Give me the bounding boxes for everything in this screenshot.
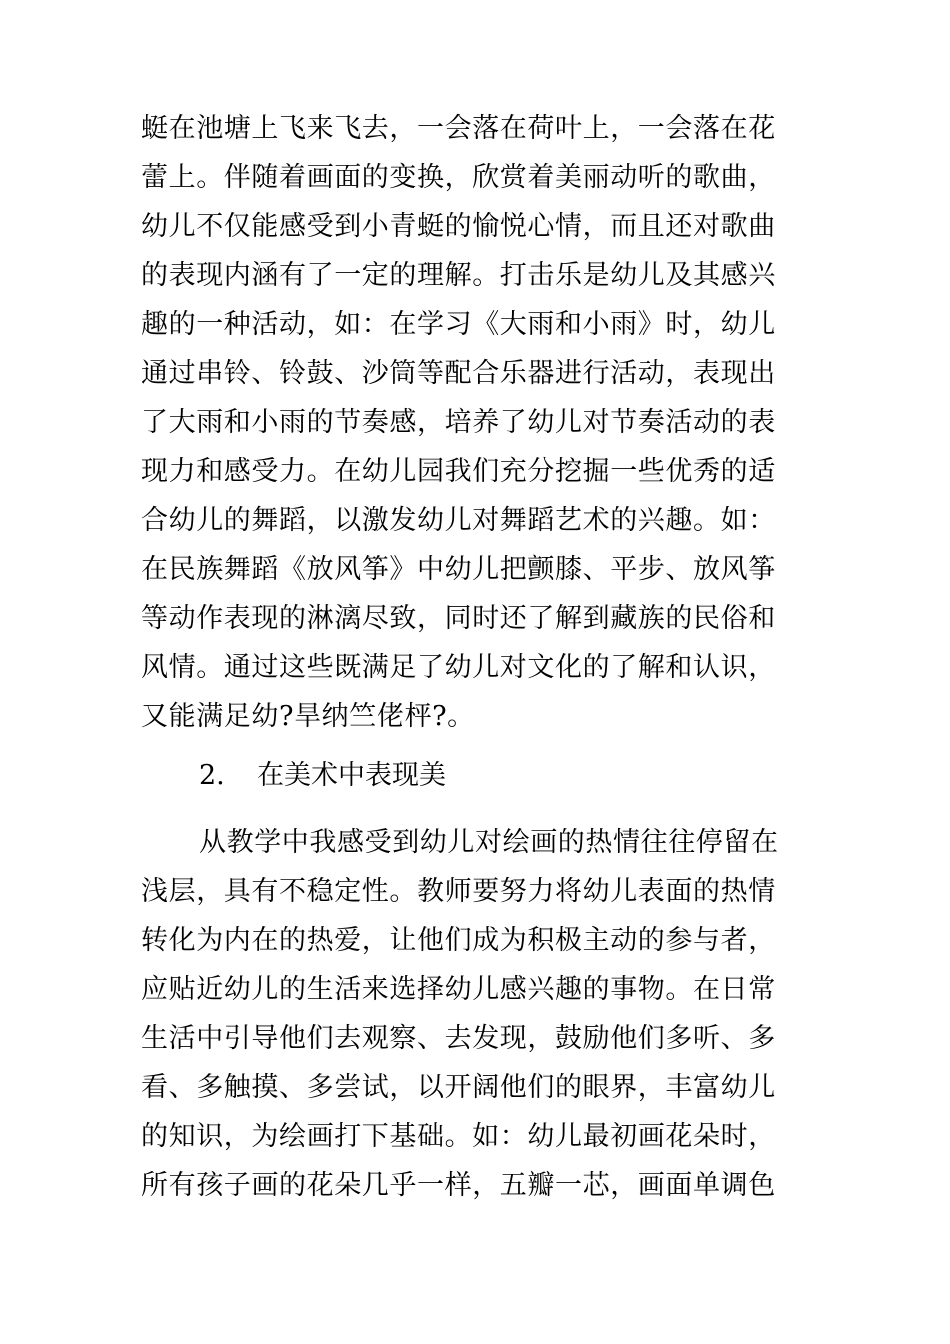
text-line: 趣的一种活动，如：在学习《大雨和小雨》时，幼儿 xyxy=(141,309,776,340)
text-line: 等动作表现的淋漓尽致，同时还了解到藏族的民俗和 xyxy=(141,603,776,634)
paragraph-music xyxy=(141,104,811,741)
text-line: 看、多触摸、多尝试，以开阔他们的眼界，丰富幼儿 xyxy=(141,1072,776,1103)
text-line: 所有孩子画的花朵几乎一样，五瓣一芯，画面单调色 xyxy=(141,1170,776,1201)
text-line: 风情。通过这些既满足了幼儿对文化的了解和认识， xyxy=(141,652,776,683)
section-heading xyxy=(141,751,446,800)
section-title: 在美术中表现美 xyxy=(257,760,446,791)
text-line: 应贴近幼儿的生活来选择幼儿感兴趣的事物。在日常 xyxy=(141,974,776,1005)
text-line: 从教学中我感受到幼儿对绘画的热情往往停留在 xyxy=(199,827,779,858)
text-line: 现力和感受力。在幼儿园我们充分挖掘一些优秀的适 xyxy=(141,456,776,487)
text-line: 生活中引导他们去观察、去发现，鼓励他们多听、多 xyxy=(141,1023,776,1054)
text-line: 的知识，为绘画打下基础。如：幼儿最初画花朵时， xyxy=(141,1121,776,1152)
text-line: 通过串铃、铃鼓、沙筒等配合乐器进行活动，表现出 xyxy=(141,358,776,389)
text-line: 合幼儿的舞蹈，以激发幼儿对舞蹈艺术的兴趣。如： xyxy=(141,505,776,536)
text-line: 蜓在池塘上飞来飞去，一会落在荷叶上，一会落在花 xyxy=(141,113,776,144)
text-line: 的表现内涵有了一定的理解。打击乐是幼儿及其感兴 xyxy=(141,260,776,291)
section-number: 2. xyxy=(199,760,225,791)
text-line: 转化为内在的热爱，让他们成为积极主动的参与者， xyxy=(141,925,776,956)
text-line: 又能满足幼?旱纳竺佬枰?。 xyxy=(141,701,475,732)
text-line: 了大雨和小雨的节奏感，培养了幼儿对节奏活动的表 xyxy=(141,407,776,438)
text-line: 在民族舞蹈《放风筝》中幼儿把颤膝、平步、放风筝 xyxy=(141,554,776,585)
paragraph-art xyxy=(141,818,811,1210)
text-line: 蕾上。伴随着画面的变换，欣赏着美丽动听的歌曲， xyxy=(141,162,776,193)
text-line: 浅层，具有不稳定性。教师要努力将幼儿表面的热情 xyxy=(141,876,776,907)
text-line: 幼儿不仅能感受到小青蜓的愉悦心情，而且还对歌曲 xyxy=(141,211,776,242)
